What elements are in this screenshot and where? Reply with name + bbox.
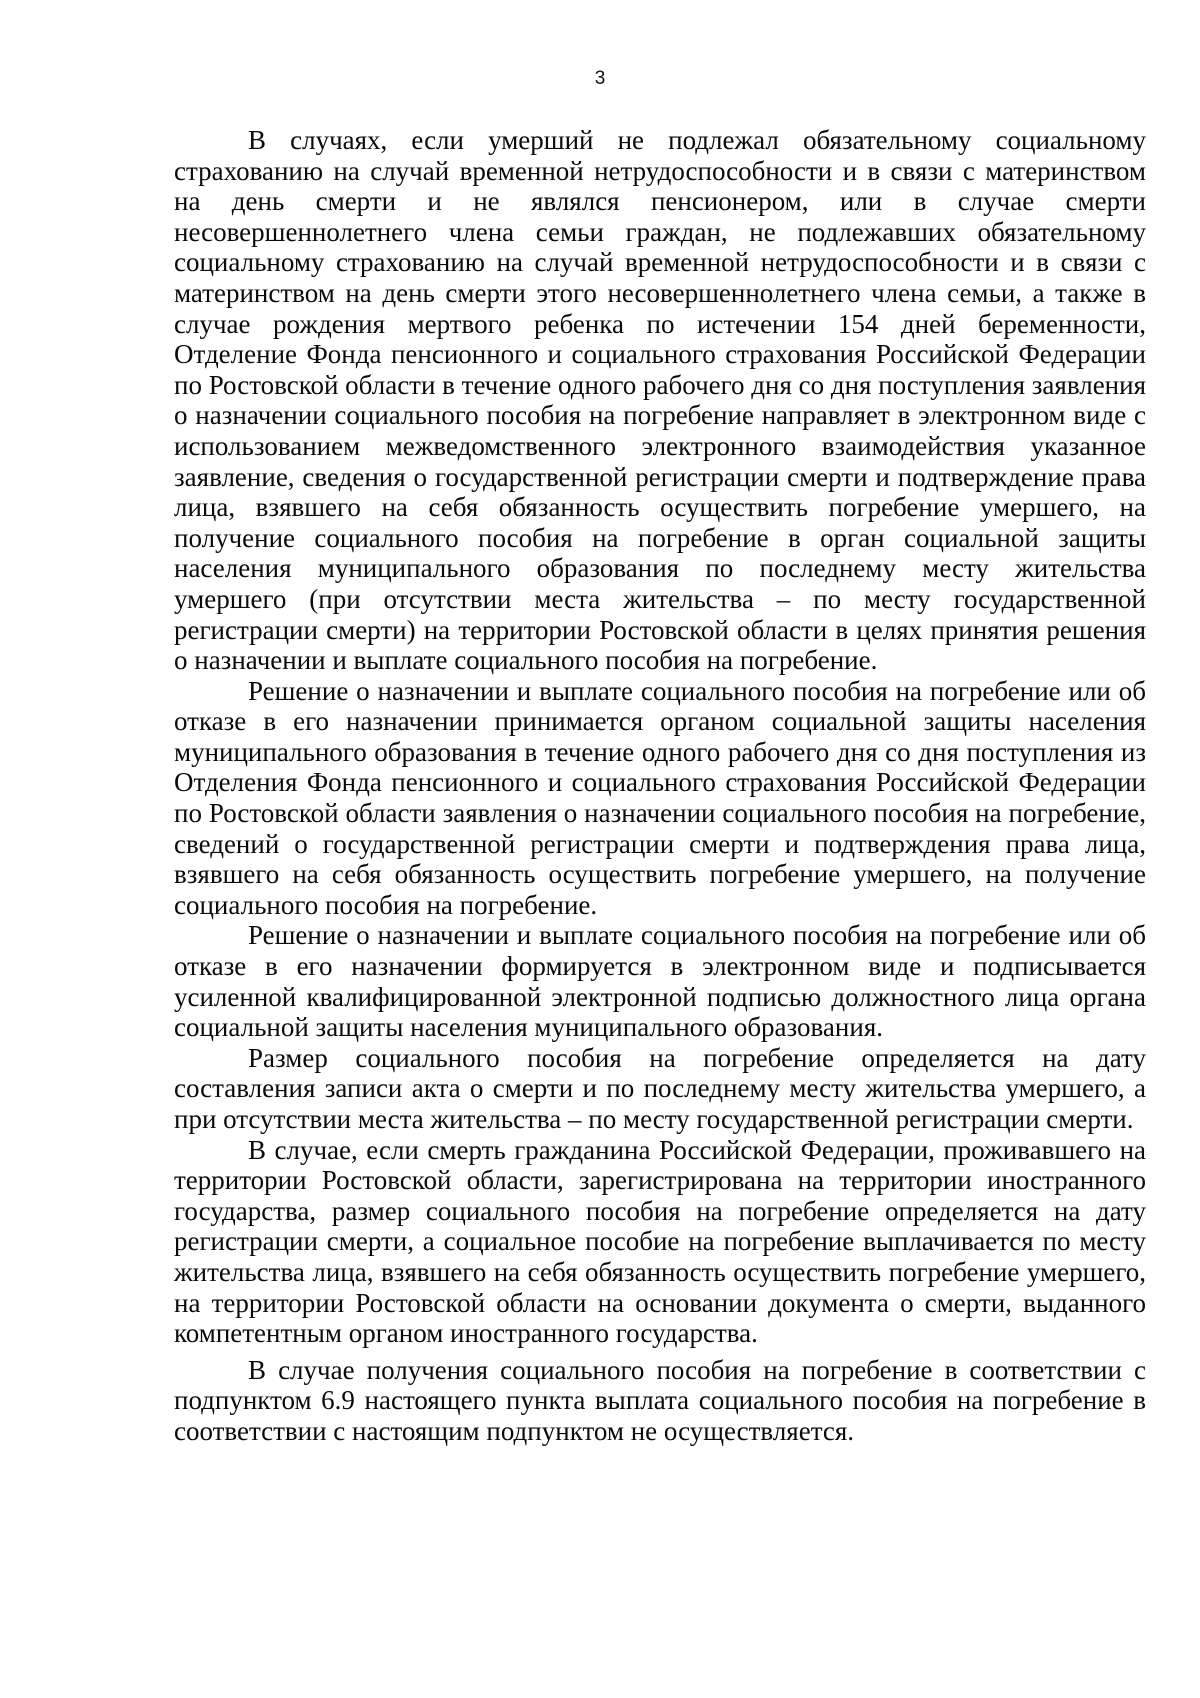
document-body	[174, 125, 1146, 1447]
paragraph-6: В случае получения социального пособия на погребение в соответствии с подпунктом 6.9 настоящего пункта выплата социального пособия на погребение в соответствии с настоящим подпунктом не осуществляется.	[174, 1354, 1146, 1446]
paragraph-1: В случаях, если умерший не подлежал обязательному социальному страхованию на случай временной нетрудоспособности и в связи с материнством на день смерти и не являлся пенсионером, или в случае смерти несовершеннолетнего члена семьи граждан, не подлежавших обязательному социальному страхованию на случай временной нетрудоспособности и в связи с материнством на день смерти этого несовершеннолетнего члена семьи, а также в случае рождения мертвого ребенка по истечении 154 дней беременности, Отделение Фонда пенсионного и социального страхования Российской Федерации по Ростовской области в течение одного рабочего дня со дня поступления заявления о назначении социального пособия на погребение направляет в электронном виде с использованием межведомственного электронного взаимодействия указанное заявление, сведения о государственной регистрации смерти и подтверждение права лица, взявшего на себя обязанность осуществить погребение умершего, на получение социального пособия на погребение в орган социальной защиты населения муниципального образования по последнему месту жительства умершего (при отсутствии места жительства – по месту государственной регистрации смерти) на территории Ростовской области в целях принятия решения о назначении и выплате социального пособия на погребение.	[174, 125, 1146, 676]
page-number: 3	[594, 68, 606, 89]
paragraph-3: Решение о назначении и выплате социального пособия на погребение или об отказе в его назначении формируется в электронном виде и подписывается усиленной квалифицированной электронной подписью должностного лица органа социальной защиты населения муниципального образования.	[174, 920, 1146, 1043]
paragraph-5: В случае, если смерть гражданина Российской Федерации, проживавшего на территории Ростовской области, зарегистрирована на территории иностранного государства, размер социального пособия на погребение определяется на дату регистрации смерти, а социальное пособие на погребение выплачивается по месту жительства лица, взявшего на себя обязанность осуществить погребение умершего, на территории Ростовской области на основании документа о смерти, выданного компетентным органом иностранного государства.	[174, 1134, 1146, 1349]
paragraph-4: Размер социального пособия на погребение определяется на дату составления записи акта о смерти и по последнему месту жительства умершего, а при отсутствии места жительства – по месту государственной регистрации смерти.	[174, 1042, 1146, 1134]
paragraph-2: Решение о назначении и выплате социального пособия на погребение или об отказе в его назначении принимается органом социальной защиты населения муниципального образования в течение одного рабочего дня со дня поступления из Отделения Фонда пенсионного и социального страхования Российской Федерации по Ростовской области заявления о назначении социального пособия на погребение, сведений о государственной регистрации смерти и подтверждения права лица, взявшего на себя обязанность осуществить погребение умершего, на получение социального пособия на погребение.	[174, 675, 1146, 920]
